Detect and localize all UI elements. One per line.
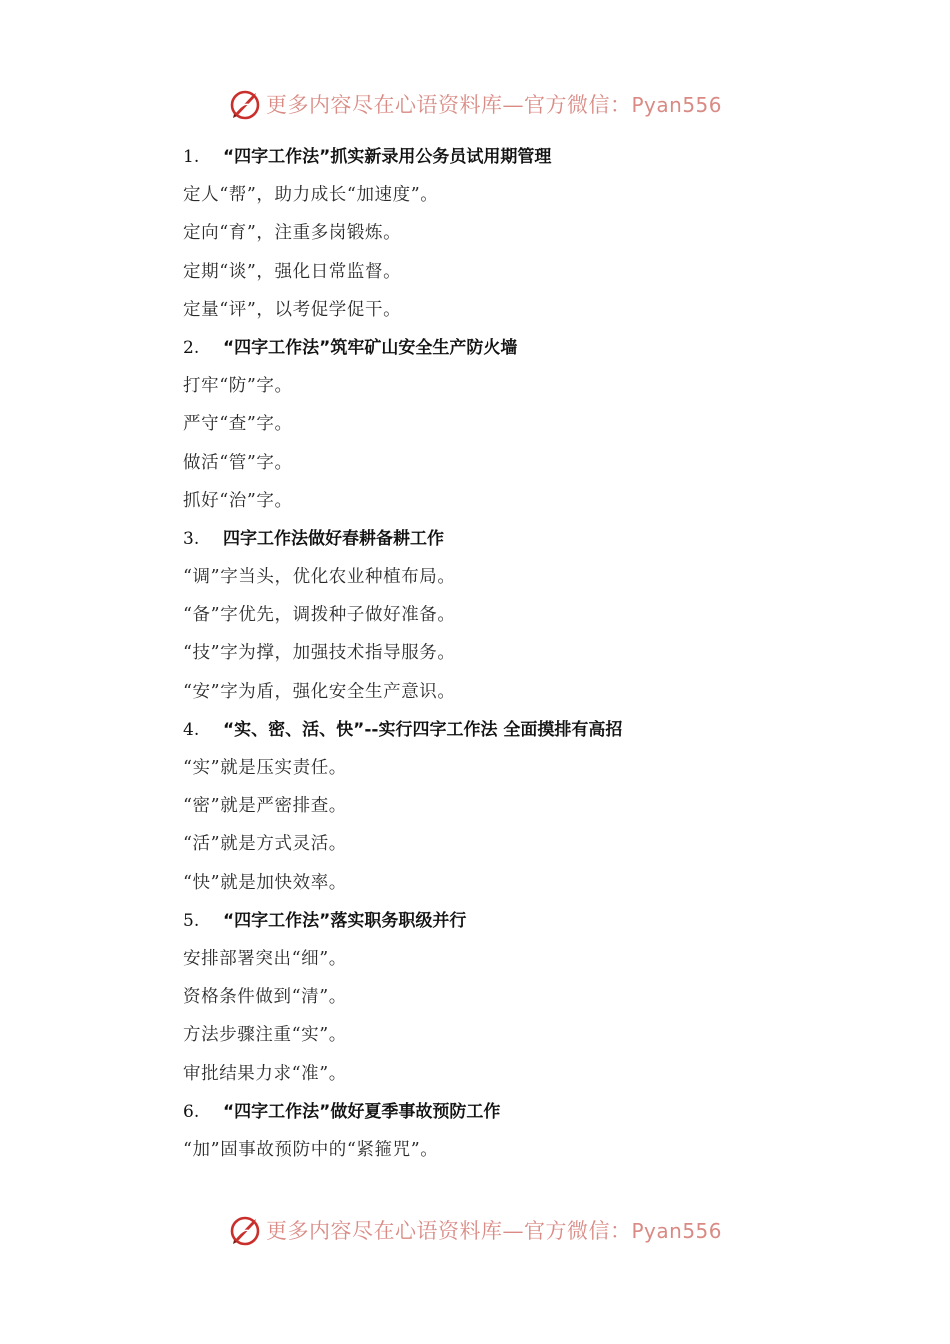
section-heading: 5. “四字工作法”落实职务职级并行 — [183, 910, 467, 931]
list-item: 抓好“治”字。 — [183, 490, 293, 511]
list-item: 定人“帮”，助力成长“加速度”。 — [183, 185, 439, 206]
document-body — [183, 138, 883, 1169]
pen-logo-icon — [228, 1213, 262, 1247]
list-item: 安排部署突出“细”。 — [183, 948, 347, 969]
list-item: 打牢“防”字。 — [183, 376, 293, 397]
list-item: 方法步骤注重“实”。 — [183, 1025, 347, 1046]
list-item: “技”字为撑，加强技术指导服务。 — [183, 643, 456, 664]
footer-banner — [0, 1208, 950, 1252]
list-item: 严守“查”字。 — [183, 414, 293, 435]
wechat-id: Pyan556 — [631, 1219, 722, 1243]
wechat-id: Pyan556 — [631, 93, 722, 117]
list-item: “加”固事故预防中的“紧箍咒”。 — [183, 1139, 439, 1160]
list-item: “实”就是压实责任。 — [183, 758, 347, 778]
list-item: “备”字优先，调拨种子做好准备。 — [183, 605, 456, 626]
list-item: 定期“谈”，强化日常监督。 — [183, 261, 402, 282]
list-item: “安”字为盾，强化安全生产意识。 — [183, 681, 456, 702]
section-heading: 1. “四字工作法”抓实新录用公务员试用期管理 — [183, 147, 552, 167]
section-heading: 4. “实、密、活、快”--实行四字工作法 全面摸排有高招 — [183, 719, 623, 740]
section-heading: 3. 四字工作法做好春耕备耕工作 — [183, 528, 444, 549]
list-item: 资格条件做到“清”。 — [183, 987, 347, 1008]
list-item: 定量“评”，以考促学促干。 — [183, 299, 402, 320]
list-item: “快”就是加快效率。 — [183, 872, 347, 893]
list-item: 定向“育”，注重多岗锻炼。 — [183, 223, 402, 244]
list-item: “密”就是严密排查。 — [183, 796, 347, 817]
pen-logo-icon — [228, 87, 262, 121]
header-banner — [0, 82, 950, 126]
section-heading: 6. “四字工作法”做好夏季事故预防工作 — [183, 1101, 501, 1122]
banner-text: 更多内容尽在心语资料库—官方微信：Pyan556 — [265, 1219, 722, 1243]
list-item: “活”就是方式灵活。 — [183, 834, 347, 855]
list-item: 做活“管”字。 — [183, 452, 293, 473]
list-item: “调”字当头，优化农业种植布局。 — [183, 567, 456, 588]
section-heading: 2. “四字工作法”筑牢矿山安全生产防火墙 — [183, 337, 518, 358]
list-item: 审批结果力求“准”。 — [183, 1063, 347, 1084]
banner-text: 更多内容尽在心语资料库—官方微信：Pyan556 — [265, 93, 722, 117]
